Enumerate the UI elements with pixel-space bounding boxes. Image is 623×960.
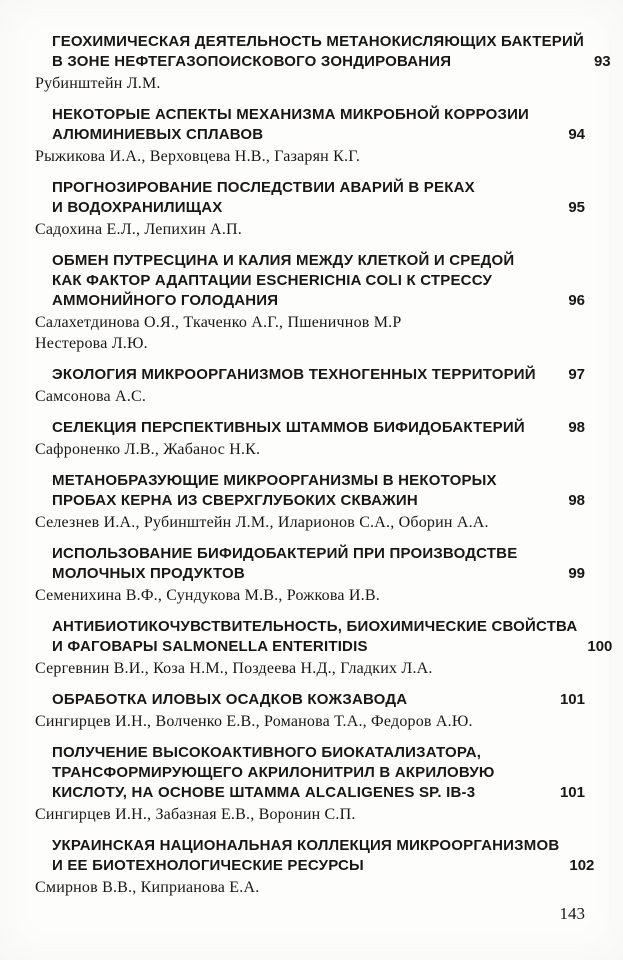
toc-entry <box>35 251 585 354</box>
toc-entry <box>35 105 585 167</box>
entry-title <box>52 365 536 385</box>
entry-title-line: ЭКОЛОГИЯ МИКРООРГАНИЗМОВ ТЕХНОГЕННЫХ ТЕРРИТОРИЙ <box>52 366 536 383</box>
entry-author-line: Нестерова Л.Ю. <box>35 335 148 352</box>
entry-page-number: 99 <box>568 565 585 582</box>
entry-page-number: 101 <box>559 691 585 708</box>
toc-entry <box>35 836 595 898</box>
entry-title <box>52 105 529 145</box>
entry-authors <box>35 512 585 533</box>
entry-head <box>52 743 585 803</box>
entry-page-number: 98 <box>568 492 585 509</box>
entry-title-line: НЕКОТОРЫЕ АСПЕКТЫ МЕХАНИЗМА МИКРОБНОЙ КОРРОЗИИ <box>52 106 530 123</box>
entry-authors <box>35 585 585 606</box>
entry-author-line: Сингирцев И.Н., Волченко Е.В., Романова Т.А., Федоров А.Ю. <box>35 713 473 730</box>
entry-title-line: АНТИБИОТИКОЧУВСТВИТЕЛЬНОСТЬ, БИОХИМИЧЕСКИЕ СВОЙСТВА <box>52 618 578 635</box>
entry-authors <box>35 877 585 898</box>
entry-title-line: ПОЛУЧЕНИЕ ВЫСОКОАКТИВНОГО БИОКАТАЛИЗАТОРА, <box>52 744 482 761</box>
entry-head <box>52 365 585 385</box>
entry-title-line: В ЗОНЕ НЕФТЕГАЗОПОИСКОВОГО ЗОНДИРОВАНИЯ <box>52 53 452 70</box>
entry-author-line: Сафроненко Л.В., Жабанос Н.К. <box>35 441 261 458</box>
entry-head <box>52 690 585 710</box>
entry-title-line: МЕТАНОБРАЗУЮЩИЕ МИКРООРГАНИЗМЫ В НЕКОТОРЫХ <box>52 472 497 489</box>
entry-title-line: И ФАГОВАРЫ SALMONELLA ENTERITIDIS <box>52 638 368 655</box>
entry-title <box>52 418 525 438</box>
entry-authors <box>35 312 585 354</box>
entry-head <box>52 836 595 876</box>
entry-page-number: 102 <box>569 857 595 874</box>
entry-page-number: 98 <box>568 419 585 436</box>
entry-head <box>52 32 611 72</box>
entry-authors <box>35 439 585 460</box>
entry-title-line: КАК ФАКТОР АДАПТАЦИИ ESCHERICHIA COLI К СТРЕССУ <box>52 272 493 289</box>
toc-entry <box>35 743 585 825</box>
entry-author-line: Рубинштейн Л.М. <box>35 75 161 92</box>
entry-authors <box>35 386 585 407</box>
entry-title <box>52 32 584 72</box>
entry-page-number: 101 <box>559 784 585 801</box>
entry-head <box>52 178 585 218</box>
toc-entry <box>35 418 585 460</box>
entry-title-line: И ЕЕ БИОТЕХНОЛОГИЧЕСКИЕ РЕСУРСЫ <box>52 857 364 874</box>
entry-author-line: Рыжикова И.А., Верховцева Н.В., Газарян К.Г. <box>35 148 361 165</box>
entry-page-number: 95 <box>568 199 585 216</box>
entry-page-number: 93 <box>593 53 611 70</box>
entry-title <box>52 743 495 803</box>
entry-title <box>52 836 559 876</box>
entry-authors <box>35 219 585 240</box>
entry-title <box>52 617 577 657</box>
entry-authors <box>35 146 585 167</box>
toc-entry <box>35 544 585 606</box>
entry-author-line: Семенихина В.Ф., Сундукова М.В., Рожкова И.В. <box>35 587 380 604</box>
entry-author-line: Салахетдинова О.Я., Ткаченко А.Г., Пшеничнов М.Р <box>35 314 402 331</box>
entry-author-line: Сингирцев И.Н., Забазная Е.В., Воронин С.П. <box>35 806 356 823</box>
entry-head <box>52 617 613 657</box>
toc-list <box>35 32 613 898</box>
entry-author-line: Самсонова А.С. <box>35 388 147 405</box>
entry-page-number: 100 <box>587 638 613 655</box>
entry-head <box>52 105 585 145</box>
entry-title-line: ОБРАБОТКА ИЛОВЫХ ОСАДКОВ КОЖЗАВОДА <box>52 691 408 708</box>
entry-author-line: Сергевнин В.И., Коза Н.М., Поздеева Н.Д., Гладких Л.А. <box>35 660 433 677</box>
entry-title <box>52 471 497 511</box>
entry-head <box>52 418 585 438</box>
entry-page-number: 96 <box>568 292 585 309</box>
entry-title-line: И ВОДОХРАНИЛИЩАХ <box>52 199 223 216</box>
toc-entry <box>35 471 585 533</box>
entry-title-line: СЕЛЕКЦИЯ ПЕРСПЕКТИВНЫХ ШТАММОВ БИФИДОБАКТЕРИЙ <box>52 419 525 436</box>
entry-page-number: 97 <box>568 366 585 383</box>
entry-title-line: ПРОБАХ КЕРНА ИЗ СВЕРХГЛУБОКИХ СКВАЖИН <box>52 492 418 509</box>
footer-page-number: 143 <box>559 904 585 923</box>
toc-entry <box>35 617 613 679</box>
entry-title-line: АММОНИЙНОГО ГОЛОДАНИЯ <box>52 292 279 309</box>
entry-title <box>52 544 517 584</box>
entry-head <box>52 251 585 311</box>
toc-entry <box>35 178 585 240</box>
entry-title <box>52 251 514 311</box>
entry-title-line: ОБМЕН ПУТРЕСЦИНА И КАЛИЯ МЕЖДУ КЛЕТКОЙ И СРЕДОЙ <box>52 252 515 269</box>
entry-title-line: ТРАНСФОРМИРУЮЩЕГО АКРИЛОНИТРИЛ В АКРИЛОВУЮ <box>52 764 495 781</box>
entry-title <box>52 178 475 218</box>
toc-entry <box>35 365 585 407</box>
toc-entry <box>35 32 611 94</box>
entry-title-line: УКРАИНСКАЯ НАЦИОНАЛЬНАЯ КОЛЛЕКЦИЯ МИКРООРГАНИЗМОВ <box>52 837 560 854</box>
entry-authors <box>35 73 585 94</box>
entry-head <box>52 471 585 511</box>
entry-head <box>52 544 585 584</box>
entry-title <box>52 690 407 710</box>
entry-authors <box>35 711 585 732</box>
entry-title-line: ПРОГНОЗИРОВАНИЕ ПОСЛЕДСТВИИ АВАРИЙ В РЕКАХ <box>52 179 475 196</box>
entry-title-line: ГЕОХИМИЧЕСКАЯ ДЕЯТЕЛЬНОСТЬ МЕТАНОКИСЛЯЮЩИХ БАКТЕРИЙ <box>52 33 584 50</box>
entry-title-line: КИСЛОТУ, НА ОСНОВЕ ШТАММА ALCALIGENES SP. IB-3 <box>52 784 476 801</box>
entry-authors <box>35 658 585 679</box>
toc-entry <box>35 690 585 732</box>
entry-author-line: Селезнев И.А., Рубинштейн Л.М., Иларионов С.А., Оборин А.А. <box>35 514 489 531</box>
entry-title-line: ИСПОЛЬЗОВАНИЕ БИФИДОБАКТЕРИЙ ПРИ ПРОИЗВОДСТВЕ <box>52 545 518 562</box>
entry-page-number: 94 <box>568 126 585 143</box>
entry-title-line: АЛЮМИНИЕВЫХ СПЛАВОВ <box>52 126 264 143</box>
entry-author-line: Смирнов В.В., Киприанова Е.А. <box>35 879 260 896</box>
entry-authors <box>35 804 585 825</box>
entry-author-line: Садохина Е.Л., Лепихин А.П. <box>35 221 242 238</box>
entry-title-line: МОЛОЧНЫХ ПРОДУКТОВ <box>52 565 245 582</box>
